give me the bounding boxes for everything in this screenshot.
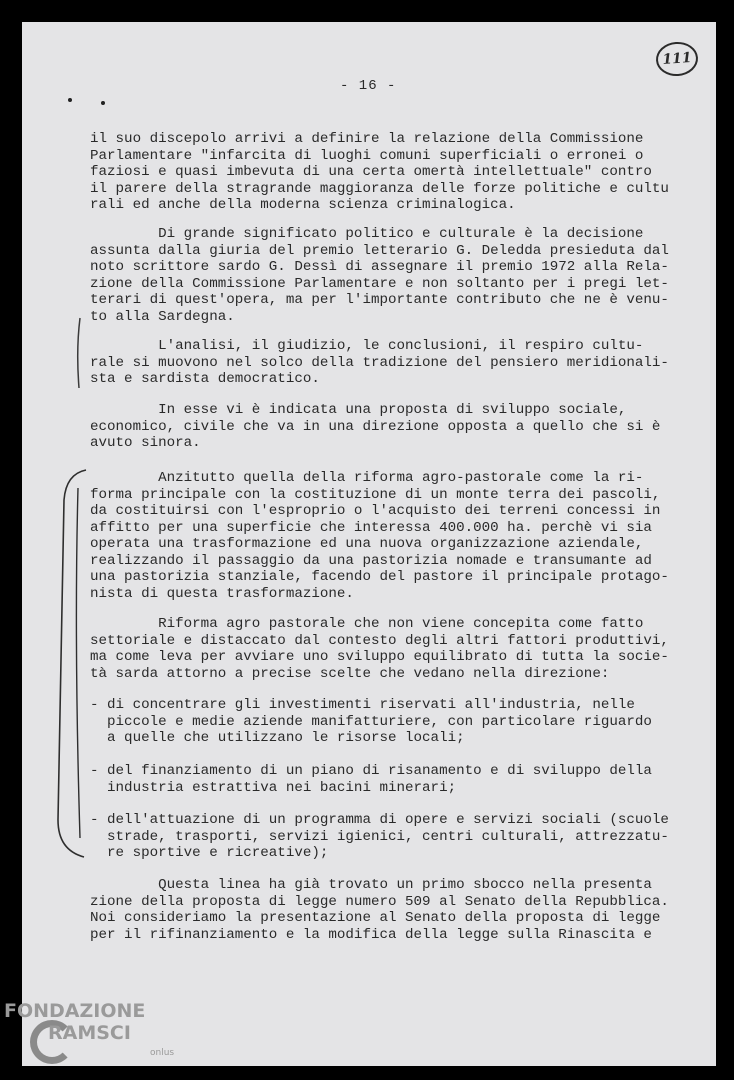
watermark-text: onlus: [150, 1048, 175, 1058]
paragraph: In esse vi è indicata una proposta di sviluppo sociale, economico, civile che va in una direzione opposta a quello che si è avuto sinora.: [90, 402, 661, 451]
watermark-text: FONDAZIONE: [4, 1000, 146, 1022]
paragraph: Anzitutto quella della riforma agro-pastorale come la ri- forma principale con la costituzione di un monte terra dei pascoli, da costituirsi con l'esproprio o l'acquisto dei terreni concessi in affitto per una superficie che interessa 400.000 ha. perchè vi sia operata una trasformazione ed una nuova organizzazione aziendale, realizzando il passaggio da una pastorizia nomade e transumante ad una pastorizia stanziale, facendo del pastore il principale protago- nista di questa trasformazione.: [90, 470, 669, 602]
page-number: - 16 -: [340, 78, 397, 94]
archive-stamp: 111: [655, 41, 699, 78]
paragraph: Di grande significato politico e culturale è la decisione assunta dalla giuria del premio letterario G. Deledda presieduta dal noto scrittore sardo G. Dessì di assegnare il premio 1972 alla Rela- zione della Commissione Parlamentare e non soltanto per i pregi let- terari di quest'opera, ma per l'importante contributo che ne è venu- to alla Sardegna.: [90, 226, 669, 325]
paragraph: il suo discepolo arrivi a definire la relazione della Commissione Parlamentare "infarcita di luoghi comuni superficiali o erronei o faziosi e quasi imbevuta di una certa omertà intellettuale" contro il parere della stragrande maggioranza delle forze politiche e cultu rali ed anche della moderna scienza criminalogica.: [90, 131, 669, 213]
paragraph: Questa linea ha già trovato un primo sbocco nella presenta zione della proposta di legge numero 509 al Senato della Repubblica. Noi consideriamo la presentazione al Senato della proposta di legge per il rifinanziamento e la modifica della legge sulla Rinascita e: [90, 877, 669, 943]
watermark-text: RAMSCI: [48, 1022, 131, 1044]
paragraph: Riforma agro pastorale che non viene concepita come fatto settoriale e distaccato dal contesto degli altri fattori produttivi, ma come leva per avviare uno sviluppo equilibrato di tutta la socie- tà sarda attorno a precise scelte che vedano nella direzione:: [90, 616, 669, 682]
watermark-logo: [4, 1000, 194, 1080]
list-item: - dell'attuazione di un programma di opere e servizi sociali (scuole strade, trasporti, servizi igienici, centri culturali, attrezzatu- re sportive e ricreative);: [90, 812, 669, 861]
paragraph: L'analisi, il giudizio, le conclusioni, il respiro cultu- rale si muovono nel solco della tradizione del pensiero meridionali- sta e sardista democratico.: [90, 338, 669, 387]
list-item: - di concentrare gli investimenti riservati all'industria, nelle piccole e medie aziende manifatturiere, con particolare riguardo a quelle che utilizzano le risorse locali;: [90, 697, 652, 746]
punch-mark: [101, 101, 105, 105]
punch-mark: [68, 98, 72, 102]
list-item: - del finanziamento di un piano di risanamento e di sviluppo della industria estrattiva nei bacini minerari;: [90, 763, 652, 796]
